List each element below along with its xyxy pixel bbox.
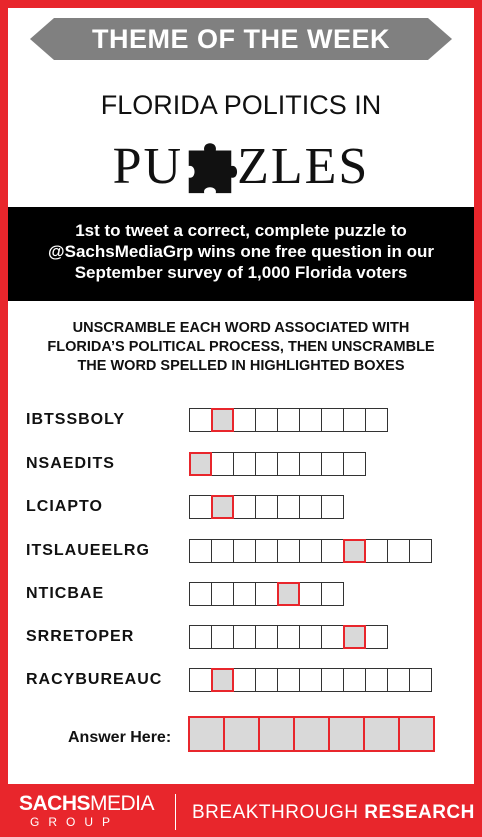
letter-box[interactable] <box>277 625 300 649</box>
letter-box[interactable] <box>189 495 212 519</box>
letter-box[interactable] <box>387 668 410 692</box>
letter-box[interactable] <box>233 452 256 476</box>
logo-subtext: GROUP <box>30 815 120 829</box>
letter-box[interactable] <box>321 668 344 692</box>
letter-box[interactable] <box>189 408 212 432</box>
puzzles-logo-left: PU <box>112 137 184 195</box>
letter-box[interactable] <box>277 539 300 563</box>
instruction-line: THE WORD SPELLED IN HIGHLIGHTED BOXES <box>77 358 405 374</box>
answer-boxes <box>188 716 435 752</box>
puzzles-logo <box>8 132 474 195</box>
letter-box[interactable] <box>255 582 278 606</box>
puzzle-piece-icon <box>181 137 239 195</box>
letter-boxes <box>189 582 344 606</box>
highlighted-letter-box[interactable] <box>189 452 212 476</box>
letter-box[interactable] <box>299 668 322 692</box>
answer-letter-box[interactable] <box>328 716 365 752</box>
letter-box[interactable] <box>299 408 322 432</box>
letter-boxes <box>189 408 388 432</box>
letter-box[interactable] <box>409 668 432 692</box>
letter-box[interactable] <box>343 668 366 692</box>
instruction-line: FLORIDA’S POLITICAL PROCESS, THEN UNSCRAMBLE <box>47 339 435 355</box>
letter-box[interactable] <box>255 452 278 476</box>
letter-box[interactable] <box>299 625 322 649</box>
logo-bold: SACHS <box>19 792 91 815</box>
letter-box[interactable] <box>189 668 212 692</box>
letter-box[interactable] <box>255 625 278 649</box>
letter-box[interactable] <box>211 539 234 563</box>
letter-box[interactable] <box>321 582 344 606</box>
answer-label: Answer Here: <box>68 729 172 746</box>
letter-box[interactable] <box>211 452 234 476</box>
letter-box[interactable] <box>321 408 344 432</box>
scrambled-word: NSAEDITS <box>26 455 115 472</box>
highlighted-letter-box[interactable] <box>211 495 234 519</box>
promo-line: September survey of 1,000 Florida voters <box>74 263 408 282</box>
letter-box[interactable] <box>365 408 388 432</box>
scrambled-word: IBTSSBOLY <box>26 411 126 428</box>
highlighted-letter-box[interactable] <box>277 582 300 606</box>
highlighted-letter-box[interactable] <box>343 539 366 563</box>
letter-box[interactable] <box>387 539 410 563</box>
letter-box[interactable] <box>409 539 432 563</box>
instruction-line: UNSCRAMBLE EACH WORD ASSOCIATED WITH <box>72 320 410 336</box>
letter-box[interactable] <box>277 495 300 519</box>
highlighted-letter-box[interactable] <box>343 625 366 649</box>
instructions <box>8 319 474 376</box>
letter-box[interactable] <box>233 408 256 432</box>
logo-rest: MEDIA <box>90 792 155 815</box>
highlighted-letter-box[interactable] <box>211 668 234 692</box>
scrambled-word: RACYBUREAUC <box>26 671 163 688</box>
letter-box[interactable] <box>321 452 344 476</box>
letter-box[interactable] <box>299 452 322 476</box>
letter-box[interactable] <box>299 539 322 563</box>
letter-boxes <box>189 625 388 649</box>
letter-box[interactable] <box>255 495 278 519</box>
scrambled-word: SRRETOPER <box>26 628 135 645</box>
letter-boxes <box>189 452 366 476</box>
promo-line: 1st to tweet a correct, complete puzzle to <box>75 221 407 240</box>
puzzles-logo-right: ZLES <box>237 137 370 195</box>
promo-box <box>8 207 474 301</box>
letter-box[interactable] <box>343 452 366 476</box>
answer-letter-box[interactable] <box>363 716 400 752</box>
letter-box[interactable] <box>233 668 256 692</box>
heading-line: FLORIDA POLITICS IN <box>100 90 382 120</box>
letter-boxes <box>189 668 432 692</box>
letter-box[interactable] <box>277 452 300 476</box>
letter-box[interactable] <box>211 625 234 649</box>
letter-box[interactable] <box>189 582 212 606</box>
letter-boxes <box>189 539 432 563</box>
footer <box>0 786 482 837</box>
letter-box[interactable] <box>233 582 256 606</box>
letter-boxes <box>189 495 344 519</box>
letter-box[interactable] <box>299 582 322 606</box>
scrambled-word: NTICBAE <box>26 585 105 602</box>
letter-box[interactable] <box>233 495 256 519</box>
letter-box[interactable] <box>233 625 256 649</box>
letter-box[interactable] <box>365 625 388 649</box>
tagline-light: BREAKTHROUGH <box>192 802 359 823</box>
answer-letter-box[interactable] <box>223 716 260 752</box>
letter-box[interactable] <box>321 625 344 649</box>
letter-box[interactable] <box>255 668 278 692</box>
letter-box[interactable] <box>189 625 212 649</box>
letter-box[interactable] <box>321 495 344 519</box>
letter-box[interactable] <box>365 539 388 563</box>
answer-letter-box[interactable] <box>293 716 330 752</box>
footer-divider <box>175 794 176 830</box>
promo-line: @SachsMediaGrp wins one free question in our <box>48 242 434 261</box>
footer-tagline <box>192 802 475 824</box>
answer-letter-box[interactable] <box>258 716 295 752</box>
letter-box[interactable] <box>321 539 344 563</box>
scrambled-word: ITSLAUEELRG <box>26 542 150 559</box>
answer-letter-box[interactable] <box>188 716 225 752</box>
letter-box[interactable] <box>255 408 278 432</box>
letter-box[interactable] <box>277 668 300 692</box>
letter-box[interactable] <box>255 539 278 563</box>
tagline-bold: RESEARCH <box>364 802 475 823</box>
letter-box[interactable] <box>343 408 366 432</box>
letter-box[interactable] <box>211 582 234 606</box>
letter-box[interactable] <box>233 539 256 563</box>
sachs-media-logo <box>19 792 154 816</box>
letter-box[interactable] <box>365 668 388 692</box>
scrambled-word: LCIAPTO <box>26 498 103 515</box>
highlighted-letter-box[interactable] <box>211 408 234 432</box>
letter-box[interactable] <box>277 408 300 432</box>
letter-box[interactable] <box>189 539 212 563</box>
banner-title: THEME OF THE WEEK <box>92 24 390 54</box>
letter-box[interactable] <box>299 495 322 519</box>
theme-banner <box>54 18 428 60</box>
answer-letter-box[interactable] <box>398 716 435 752</box>
